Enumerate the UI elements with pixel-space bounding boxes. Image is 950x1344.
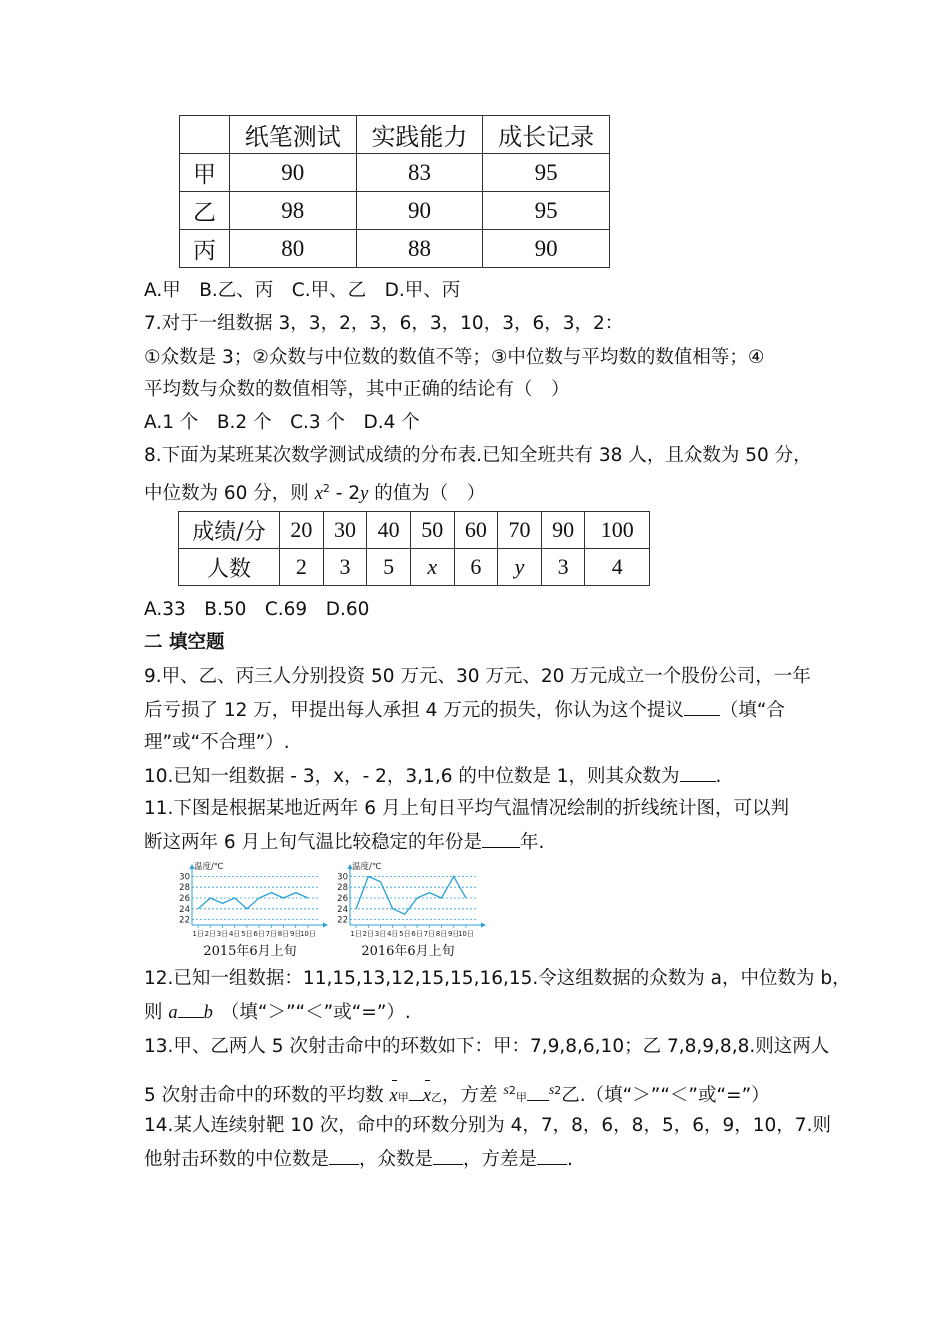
table-cell: 80 — [229, 230, 356, 268]
q6-options: A.甲 B.乙、丙 C.甲、乙 D.甲、丙 — [144, 280, 461, 301]
table-cell: 95 — [483, 154, 610, 192]
table-cell: 3 — [541, 549, 585, 586]
table-cell: 2 — [280, 549, 324, 586]
table-cell: 90 — [229, 154, 356, 192]
x-tick-label: 8日 — [277, 930, 290, 938]
q9-text: （填“合 — [719, 700, 785, 721]
table-cell: 88 — [356, 230, 483, 268]
q8-text: - 2 — [329, 483, 361, 505]
x-axis-arrow — [481, 923, 486, 928]
line-chart-2016 — [328, 858, 488, 962]
answer-blank[interactable] — [329, 1146, 359, 1165]
answer-blank[interactable] — [482, 829, 520, 848]
subscript-jia: 甲 — [397, 1091, 409, 1105]
x-tick-label: 10日 — [299, 930, 316, 938]
y-tick-label: 24 — [337, 904, 348, 915]
subscript-jia: 甲 — [515, 1091, 527, 1105]
table-cell: 90 — [356, 192, 483, 230]
variance-symbol: s — [548, 1083, 555, 1098]
q8-line2 — [144, 476, 485, 507]
table-cell: 90 — [483, 230, 610, 268]
q11-text: 年. — [520, 832, 545, 853]
x-tick-label: 2日 — [362, 930, 375, 938]
q8-text: 中位数为 60 分，则 — [144, 483, 315, 505]
subscript-yi: 乙 — [430, 1091, 442, 1105]
q7-stem: 7.对于一组数据 3，3，2，3，6，3，10，3，6，3，2： — [144, 313, 624, 334]
answer-blank[interactable] — [409, 1082, 423, 1101]
x-tick-label: 9日 — [447, 930, 460, 938]
table-header-row — [180, 116, 610, 154]
table-cell: 6 — [454, 549, 498, 586]
table-header-cell: 100 — [585, 512, 650, 549]
table-header-cell: 实践能力 — [356, 116, 483, 154]
var-a: a — [168, 1003, 178, 1023]
table-header-row — [179, 512, 650, 549]
q14-text: 他射击环数的中位数是 — [144, 1149, 330, 1170]
x-tick-label: 8日 — [435, 930, 448, 938]
q9-line1: 9.甲、乙、丙三人分别投资 50 万元、30 万元、20 万元成立一个股份公司，一年 — [144, 666, 811, 687]
q8-options: A.33 B.50 C.69 D.60 — [144, 599, 370, 620]
q12-text: （填“＞”“＜”或“=”）. — [220, 1002, 411, 1023]
q13-line1: 13.甲、乙两人 5 次射击命中的环数如下：甲：7,9,8,6,10；乙 7,8,9,8,8.则这两人 — [144, 1036, 830, 1057]
table-row — [180, 154, 610, 192]
row-name-cell: 乙 — [180, 192, 230, 230]
table-cell: 5 — [367, 549, 411, 586]
q9-line3: 理”或“不合理”）. — [144, 732, 290, 753]
var-b: b — [203, 1003, 213, 1023]
y-tick-label: 22 — [179, 915, 190, 926]
table-cell: 83 — [356, 154, 483, 192]
x-tick-label: 7日 — [423, 930, 436, 938]
table-cell: y — [498, 549, 542, 586]
table-row — [179, 549, 650, 586]
superscript-2: 2 — [508, 1084, 516, 1097]
row-name-cell: 丙 — [180, 230, 230, 268]
table-cell: 4 — [585, 549, 650, 586]
x-tick-label: 2日 — [204, 930, 217, 938]
q10-text: 10.已知一组数据 - 3，x，- 2，3,1,6 的中位数是 1，则其众数为 — [144, 766, 680, 787]
q14-text: ，方差是 — [463, 1149, 538, 1170]
table-header-cell: 30 — [323, 512, 367, 549]
q14-line2 — [144, 1146, 573, 1173]
answer-blank[interactable] — [527, 1082, 549, 1101]
q11-text: 断这两年 6 月上旬气温比较稳定的年份是 — [144, 832, 483, 853]
q9-text: 后亏损了 12 万，甲提出每人承担 4 万元的损失，你认为这个提议 — [144, 700, 684, 721]
x-tick-label: 7日 — [265, 930, 278, 938]
x-tick-label: 3日 — [216, 930, 229, 938]
x-tick-label: 4日 — [386, 930, 399, 938]
score-table — [179, 115, 610, 268]
xbar-symbol: x — [389, 1086, 398, 1107]
y-tick-label: 26 — [179, 894, 190, 904]
q13-line2 — [144, 1078, 770, 1111]
table-header-cell: 40 — [367, 512, 411, 549]
q12-line2 — [144, 999, 411, 1026]
q11-line2 — [144, 829, 544, 856]
q8-text: 的值为（ ） — [368, 483, 486, 505]
table-row — [180, 230, 610, 268]
table-header-cell — [180, 116, 230, 154]
x-tick-label: 9日 — [289, 930, 302, 938]
x-tick-label: 5日 — [241, 930, 253, 938]
q14-text: . — [567, 1149, 573, 1170]
row-name-cell: 甲 — [180, 154, 230, 192]
x-tick-label: 10日 — [457, 930, 474, 938]
answer-blank[interactable] — [680, 763, 716, 782]
table-header-cell: 60 — [454, 512, 498, 549]
x-tick-label: 5日 — [399, 930, 411, 938]
table-header-cell: 50 — [410, 512, 454, 549]
q9-line2 — [144, 697, 785, 724]
y-tick-label: 30 — [337, 872, 348, 883]
table-row — [180, 192, 610, 230]
table-cell: 95 — [483, 192, 610, 230]
q11-line1: 11.下图是根据某地近两年 6 月上旬日平均气温情况绘制的折线统计图，可以判 — [144, 798, 789, 819]
grade-distribution-table — [178, 511, 650, 586]
superscript-2: 2 — [322, 482, 330, 495]
table-cell: 98 — [229, 192, 356, 230]
table-header-cell: 70 — [498, 512, 542, 549]
q7-line3: 平均数与众数的数值相等，其中正确的结论有（ ） — [144, 379, 570, 400]
q13-text: 乙.（填“＞”“＜”或“=”） — [561, 1085, 770, 1107]
table-header-cell: 成长记录 — [483, 116, 610, 154]
answer-blank[interactable] — [433, 1146, 463, 1165]
chart-title: 2015年6月上旬 — [203, 944, 297, 959]
table-header-cell: 90 — [541, 512, 585, 549]
x-tick-label: 4日 — [228, 930, 241, 938]
y-axis-label: 温度/℃ — [194, 862, 224, 872]
q13-text: ，方差 — [441, 1085, 504, 1107]
table-header-cell: 20 — [280, 512, 324, 549]
answer-blank[interactable] — [537, 1146, 567, 1165]
q13-text: 5 次射击命中的环数的平均数 — [144, 1085, 390, 1107]
y-tick-label: 24 — [179, 904, 190, 915]
line-chart-2015 — [170, 858, 330, 962]
x-tick-label: 3日 — [374, 930, 387, 938]
y-tick-label: 28 — [337, 883, 348, 894]
y-tick-label: 28 — [179, 883, 190, 894]
y-tick-label: 22 — [337, 915, 348, 926]
variance-symbol: s — [503, 1083, 509, 1098]
q8-stem: 8.下面为某班某次数学测试成绩的分布表.已知全班共有 38 人，且众数为 50 分， — [144, 445, 812, 466]
table-header-cell: 成绩/分 — [179, 512, 280, 549]
x-tick-label: 6日 — [411, 930, 423, 938]
table-cell: x — [410, 549, 454, 586]
table-header-cell: 纸笔测试 — [229, 116, 356, 154]
q14-line1: 14.某人连续射靶 10 次，命中的环数分别为 4，7，8，6，8，5，6，9，10，7.则 — [144, 1115, 831, 1136]
q12-text: 则 — [144, 1002, 169, 1023]
section-title: 二 填空题 — [144, 632, 225, 653]
table-cell: 3 — [323, 549, 367, 586]
x-tick-label: 6日 — [253, 930, 265, 938]
x-tick-label: 1日 — [350, 930, 362, 938]
q14-text: ，众数是 — [359, 1149, 434, 1170]
answer-blank[interactable] — [684, 697, 720, 716]
q7-line2: ①众数是 3；②众数与中位数的数值不等；③中位数与平均数的数值相等；④ — [144, 347, 765, 368]
x-tick-label: 1日 — [192, 930, 204, 938]
superscript-2: 2 — [554, 1084, 562, 1097]
var-x: x — [314, 484, 323, 505]
q12-line1: 12.已知一组数据：11,15,13,12,15,15,16,15.令这组数据的众数为 a，中位数为 b， — [144, 968, 851, 989]
xbar-symbol: x — [422, 1086, 431, 1107]
series-line — [198, 893, 308, 909]
q10-text: . — [715, 766, 722, 787]
y-tick-label: 30 — [179, 872, 190, 883]
y-tick-label: 26 — [337, 894, 348, 904]
q10-line — [144, 763, 721, 790]
y-axis-label: 温度/℃ — [352, 862, 382, 872]
var-y: y — [360, 484, 369, 505]
table-cell: 人数 — [179, 549, 280, 586]
answer-blank[interactable] — [178, 999, 204, 1018]
q7-options: A.1 个 B.2 个 C.3 个 D.4 个 — [144, 412, 420, 433]
chart-title: 2016年6月上旬 — [361, 944, 455, 959]
